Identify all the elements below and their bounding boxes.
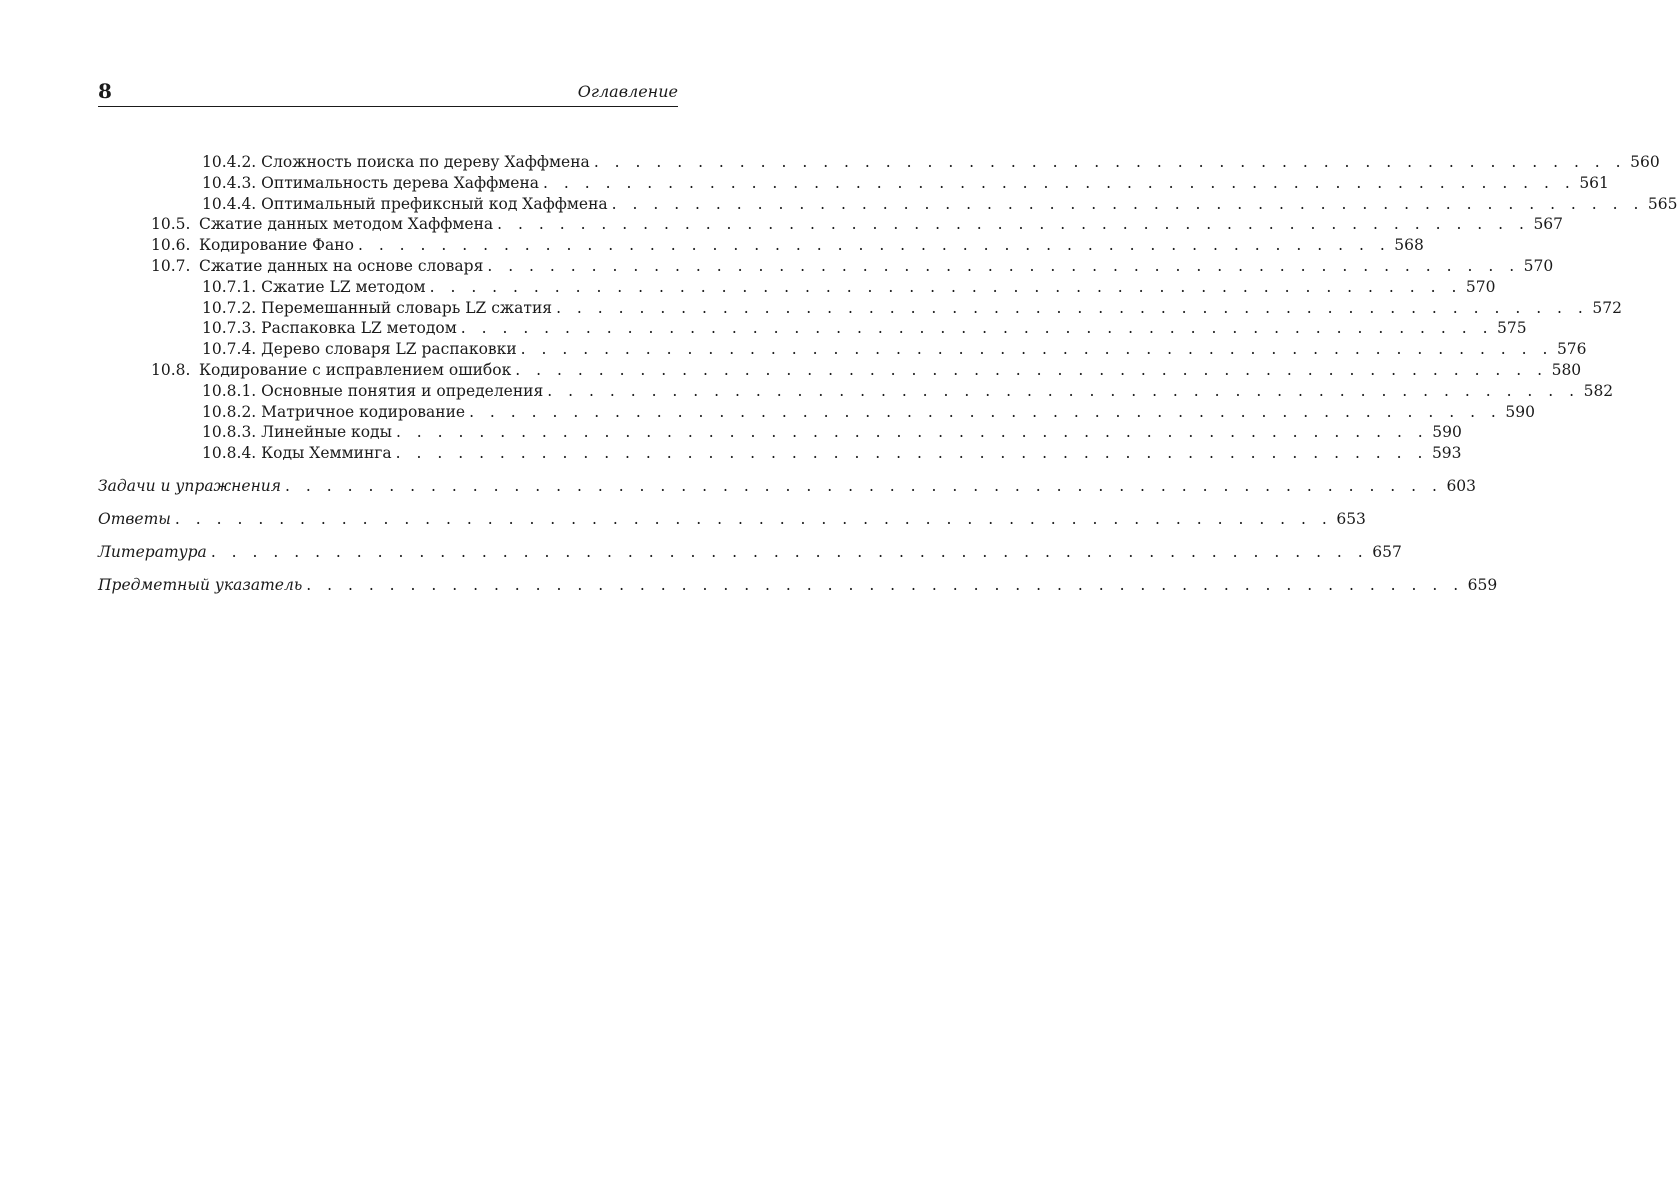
toc-entry-text: Коды Хемминга (261, 444, 392, 463)
dot-leader: . . . . . . . . . . . . . . . . . . . . . . . . . . . . . . . . . . . . . . . . . . . . . . . . . . (543, 173, 1576, 192)
toc-entry-10-8-3[interactable] (98, 422, 1462, 443)
toc-entry-title (202, 277, 426, 298)
dot-leader: . . . . . . . . . . . . . . . . . . . . . . . . . . . . . . . . . . . . . . . . . . . . . . . . . . (460, 319, 1494, 338)
toc-entry-10-6[interactable] (98, 235, 1424, 256)
toc-entry-text: Оптимальный префиксный код Хаффмена (261, 194, 608, 213)
toc-entry-title (202, 318, 457, 339)
toc-entry-title (202, 173, 539, 194)
toc-entry-number: 10.4.3. (202, 173, 257, 192)
toc-entry-number: 10.5. (151, 215, 191, 234)
toc-entry-title (202, 152, 590, 173)
dot-leader: . . . . . . . . . . . . . . . . . . . . . . . . . . . . . . . . . . . . . . . . . . . . . . . . . . (556, 298, 1589, 317)
toc-entry-number: 10.8. (151, 360, 191, 379)
toc-entry-number: 10.8.4. (202, 444, 257, 463)
toc-entry-page: 582 (1583, 381, 1614, 400)
toc-entry-10-4-2[interactable] (98, 152, 1660, 173)
toc-entry-text: Задачи и упражнения (98, 476, 282, 495)
toc-entry-number: 10.8.1. (202, 381, 257, 400)
toc-entry-page: 565 (1647, 194, 1678, 213)
dot-leader: . . . . . . . . . . . . . . . . . . . . . . . . . . . . . . . . . . . . . . . . . . . . . . . . . . . . . . . . (285, 476, 1443, 495)
toc-entry-10-4-4[interactable] (98, 194, 1678, 215)
toc-entry-number: 10.7.4. (202, 340, 257, 359)
toc-entry-number: 10.7. (151, 256, 191, 275)
toc-entry-page: 653 (1336, 509, 1366, 528)
toc-entry-title (202, 402, 465, 423)
toc-entry-10-4-3[interactable] (98, 173, 1609, 194)
toc-entry-text: Сжатие данных на основе словаря (199, 256, 484, 275)
toc-entry-page: 659 (1467, 575, 1498, 594)
toc-entry-title (202, 381, 543, 402)
toc-entry-number: 10.4.4. (202, 194, 257, 213)
toc-entry-10-8-4[interactable] (98, 443, 1462, 464)
toc-entry-page: 560 (1630, 153, 1660, 171)
dot-leader: . . . . . . . . . . . . . . . . . . . . . . . . . . . . . . . . . . . . . . . . . . . . . . . . . . . . . . . . (210, 542, 1369, 561)
toc-entry-number: 10.8.3. (202, 423, 257, 442)
toc-entry-page: 567 (1533, 215, 1564, 234)
toc-entry-page: 657 (1372, 542, 1402, 561)
running-title: Оглавление (577, 82, 678, 101)
page-number: 8 (98, 79, 112, 103)
toc-entry-page: 576 (1556, 340, 1587, 359)
dot-leader: . . . . . . . . . . . . . . . . . . . . . . . . . . . . . . . . . . . . . . . . . . . . . . . . . . . . . . . . (306, 575, 1464, 594)
toc-entry-number: 10.7.2. (202, 298, 257, 317)
toc-entry-text: Дерево словаря LZ распаковки (261, 340, 517, 359)
toc-entry-page: 575 (1497, 319, 1527, 338)
toc-entry-10-7-4[interactable] (98, 339, 1587, 360)
page-header (98, 78, 678, 107)
toc-entry-title (202, 443, 392, 464)
toc-entry-10-7[interactable] (98, 256, 1554, 277)
toc-entry-number: 10.7.1. (202, 277, 257, 296)
toc-entry-text: Матричное кодирование (261, 402, 466, 421)
dot-leader: . . . . . . . . . . . . . . . . . . . . . . . . . . . . . . . . . . . . . . . . . . . . . . . . . . (611, 194, 1644, 213)
toc-entry-page: 561 (1579, 173, 1609, 192)
dot-leader: . . . . . . . . . . . . . . . . . . . . . . . . . . . . . . . . . . . . . . . . . . . . . . . . . . (593, 153, 1627, 171)
dot-leader: . . . . . . . . . . . . . . . . . . . . . . . . . . . . . . . . . . . . . . . . . . . . . . . . . . (357, 236, 1391, 255)
toc-entry-text: Распаковка LZ методом (261, 319, 457, 338)
dot-leader: . . . . . . . . . . . . . . . . . . . . . . . . . . . . . . . . . . . . . . . . . . . . . . . . . . (395, 423, 1429, 442)
dot-leader: . . . . . . . . . . . . . . . . . . . . . . . . . . . . . . . . . . . . . . . . . . . . . . . . . . (395, 444, 1428, 463)
toc-entry-literature[interactable] (98, 536, 1402, 569)
toc-entry-page: 572 (1592, 298, 1622, 317)
toc-entry-10-8-2[interactable] (98, 402, 1535, 423)
dot-leader: . . . . . . . . . . . . . . . . . . . . . . . . . . . . . . . . . . . . . . . . . . . . . . . . . . (515, 360, 1548, 379)
dot-leader: . . . . . . . . . . . . . . . . . . . . . . . . . . . . . . . . . . . . . . . . . . . . . . . . . . . . . . . . (174, 509, 1333, 528)
toc-entry-text: Линейные коды (261, 423, 392, 442)
toc-entry-10-5[interactable] (98, 214, 1564, 235)
toc-entry-text: Сжатие данных методом Хаффмена (199, 215, 494, 234)
toc-entry-page: 603 (1446, 476, 1477, 495)
toc-entry-text: Сложность поиска по дереву Хаффмена (261, 153, 590, 171)
toc-entry-text: Основные понятия и определения (261, 381, 544, 400)
toc-entry-page: 570 (1465, 277, 1496, 296)
toc-entry-10-7-3[interactable] (98, 318, 1527, 339)
toc-entry-title (202, 194, 608, 215)
dot-leader: . . . . . . . . . . . . . . . . . . . . . . . . . . . . . . . . . . . . . . . . . . . . . . . . . . (520, 340, 1553, 359)
toc-entry-10-8[interactable] (98, 360, 1582, 381)
toc-entry-text: Литература (98, 542, 207, 561)
toc-entry-number: 10.4.2. (202, 153, 257, 171)
toc-entry-text: Кодирование с исправлением ошибок (199, 360, 512, 379)
toc-entry-page: 590 (1432, 423, 1462, 442)
toc-entry-answers[interactable] (98, 503, 1366, 536)
dot-leader: . . . . . . . . . . . . . . . . . . . . . . . . . . . . . . . . . . . . . . . . . . . . . . . . . . (429, 277, 1462, 296)
toc-entry-10-8-1[interactable] (98, 381, 1614, 402)
toc-entry-subject-index[interactable] (98, 569, 1498, 602)
toc-entry-text: Перемешанный словарь LZ сжатия (261, 298, 553, 317)
toc-entry-number: 10.7.3. (202, 319, 257, 338)
toc-entry-exercises[interactable] (98, 470, 1477, 503)
table-of-contents (98, 152, 1678, 602)
toc-entry-page: 590 (1505, 402, 1535, 421)
toc-entry-10-7-2[interactable] (98, 298, 1622, 319)
toc-entry-number: 10.8.2. (202, 402, 257, 421)
toc-entry-page: 593 (1431, 444, 1462, 463)
toc-entry-text: Сжатие LZ методом (261, 277, 426, 296)
toc-entry-title (202, 339, 517, 360)
toc-entry-title (202, 422, 392, 443)
toc-entry-number: 10.6. (151, 236, 191, 255)
toc-entry-page: 568 (1394, 236, 1424, 255)
toc-entry-page: 570 (1523, 256, 1554, 275)
dot-leader: . . . . . . . . . . . . . . . . . . . . . . . . . . . . . . . . . . . . . . . . . . . . . . . . . . (497, 215, 1530, 234)
toc-entry-title (202, 298, 552, 319)
toc-entry-10-7-1[interactable] (98, 277, 1496, 298)
toc-entry-text: Предметный указатель (98, 575, 303, 594)
toc-entry-text: Кодирование Фано (199, 236, 354, 255)
toc-entry-page: 580 (1551, 360, 1582, 379)
toc-entry-text: Оптимальность дерева Хаффмена (261, 173, 540, 192)
dot-leader: . . . . . . . . . . . . . . . . . . . . . . . . . . . . . . . . . . . . . . . . . . . . . . . . . . (547, 381, 1580, 400)
toc-entry-text: Ответы (98, 509, 171, 528)
dot-leader: . . . . . . . . . . . . . . . . . . . . . . . . . . . . . . . . . . . . . . . . . . . . . . . . . . (469, 402, 1502, 421)
dot-leader: . . . . . . . . . . . . . . . . . . . . . . . . . . . . . . . . . . . . . . . . . . . . . . . . . . (487, 256, 1520, 275)
